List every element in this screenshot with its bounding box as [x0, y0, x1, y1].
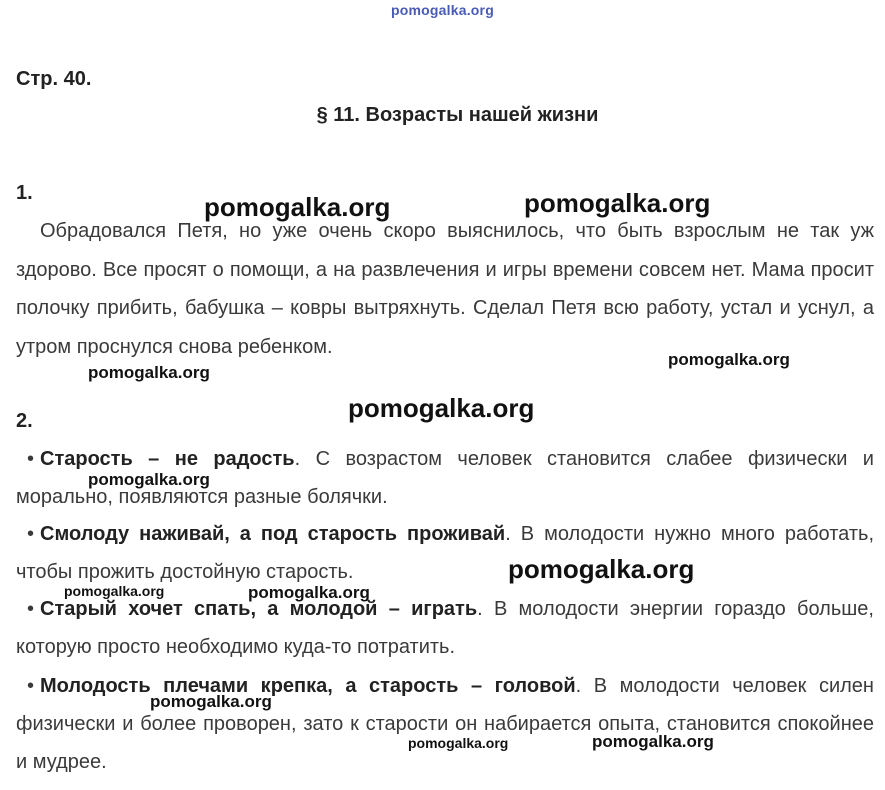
- proverb-item-2: [16, 515, 874, 591]
- page-reference: Стр. 40.: [16, 68, 92, 90]
- watermark: pomogalka.org: [592, 732, 714, 751]
- proverb-explanation: . В молодости энергии гораздо больше, которую просто необходимо куда-то потратить.: [16, 598, 874, 658]
- watermark: pomogalka.org: [64, 583, 165, 599]
- watermark: pomogalka.org: [668, 350, 790, 369]
- proverb-explanation: . С возрастом человек становится слабее физически и морально, появляются разные болячки.: [16, 448, 874, 508]
- watermark: pomogalka.org: [524, 188, 711, 218]
- task-1-text: Обрадовался Петя, но уже очень скоро выяснилось, что быть взрослым не так уж здорово. Все просят о помощи, а на развлечения и игры времени совсем нет. Мама просит полочку прибить, бабушка – ковры вытряхнуть. Сделал Петя всю работу, устал и уснул, а утром проснулся снова ребенком.: [16, 220, 874, 358]
- task-1-number: 1.: [16, 182, 33, 204]
- watermark: pomogalka.org: [204, 192, 391, 222]
- watermark: pomogalka.org: [88, 363, 210, 382]
- proverb-text: Старость – не радость: [40, 448, 295, 470]
- bullet-icon: •: [26, 523, 34, 545]
- proverb-item-3: [16, 590, 874, 666]
- bullet-icon: •: [26, 448, 34, 470]
- watermark: pomogalka.org: [88, 470, 210, 489]
- watermark: pomogalka.org: [348, 393, 535, 423]
- section-title: § 11. Возрасты нашей жизни: [316, 104, 599, 126]
- proverb-text: Смолоду наживай, а под старость проживай: [40, 523, 506, 545]
- watermark: pomogalka.org: [508, 554, 695, 584]
- watermark: pomogalka.org: [408, 735, 509, 751]
- proverb-item-4: [16, 667, 874, 781]
- watermark: pomogalka.org: [248, 583, 370, 602]
- task-2-number: 2.: [16, 410, 33, 432]
- task-1-paragraph: [16, 212, 874, 366]
- proverb-text: Молодость плечами крепка, а старость – головой: [40, 675, 576, 697]
- bullet-icon: •: [26, 598, 34, 620]
- proverb-explanation: . В молодости человек силен физически и более проворен, зато к старости он набирается опыта, становится спокойнее и мудрее.: [16, 675, 874, 773]
- watermark: pomogalka.org: [150, 692, 272, 711]
- bullet-icon: •: [26, 675, 34, 697]
- proverb-text: Старый хочет спать, а молодой – играть: [40, 598, 478, 620]
- proverb-explanation: . В молодости нужно много работать, чтобы прожить достойную старость.: [16, 523, 874, 583]
- site-header-link[interactable]: pomogalka.org: [391, 2, 494, 18]
